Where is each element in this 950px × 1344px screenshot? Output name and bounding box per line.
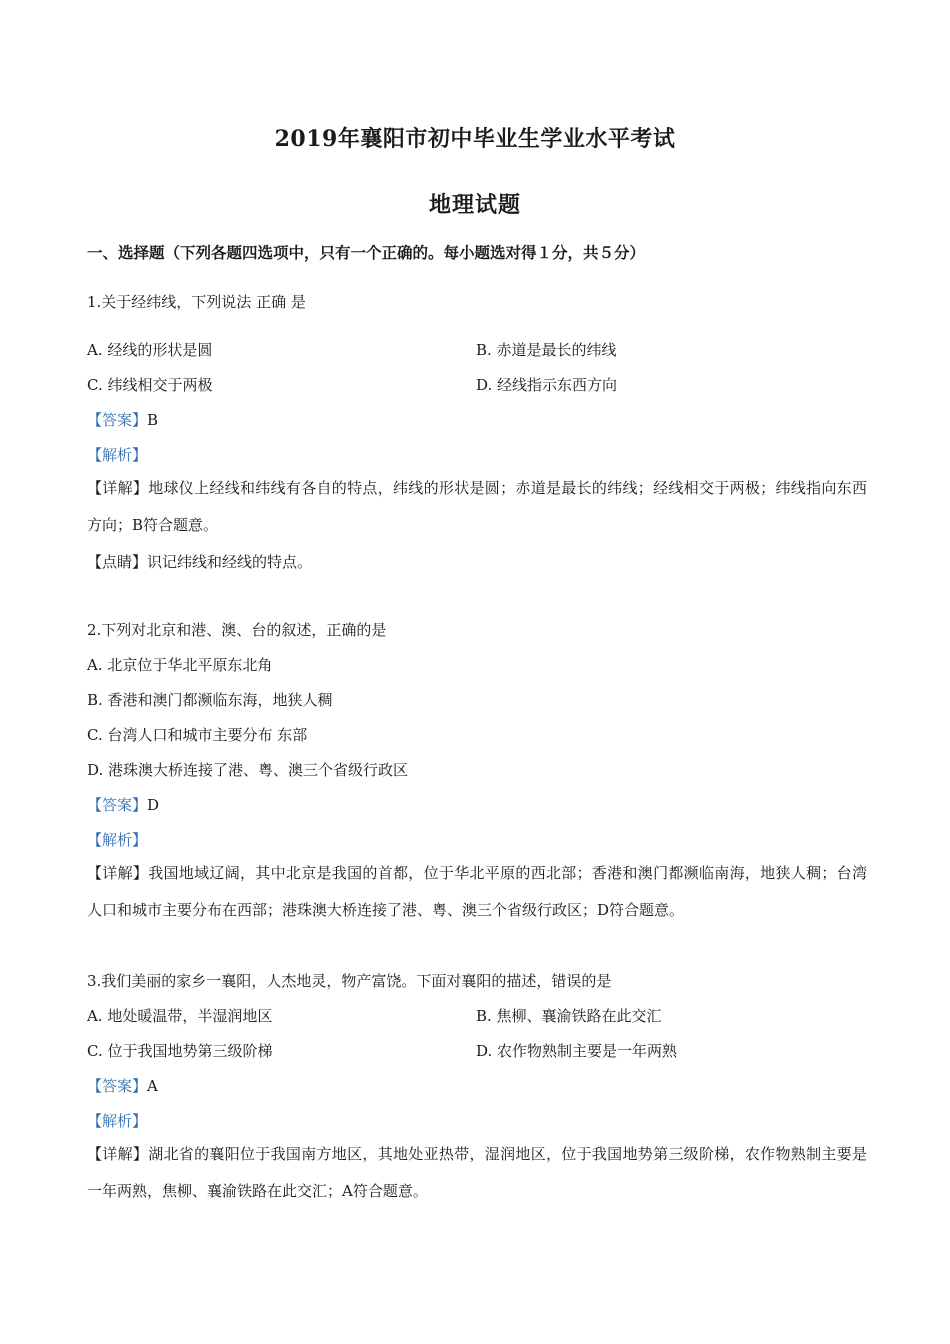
q1-option-b: B. 赤道是最长的纬线 [476,341,617,359]
q1-answer: B [147,411,159,429]
q1-comment [87,552,312,572]
q1-detail-text: 地球仪上经线和纬线有各自的特点，纬线的形状是圆；赤道是最长的纬线；经线相交于两极；纬线指向东西方向；B符合题意。 [87,479,867,534]
q3-stem: 3.我们美丽的家乡一襄阳，人杰地灵，物产富饶。下面对襄阳的描述，错误的是 [87,972,612,990]
q1-detail [87,470,867,544]
q2-detail-tag: 【详解】 [87,864,149,882]
q3-detail-text: 湖北省的襄阳位于我国南方地区，其地处亚热带，湿润地区，位于我国地势第三级阶梯，农作物熟制主要是一年两熟，焦柳、襄渝铁路在此交汇；A符合题意。 [87,1145,867,1200]
q3-option-b: B. 焦柳、襄渝铁路在此交汇 [476,1007,662,1025]
q1-option-d: D. 经线指示东西方向 [476,376,618,394]
q1-comment-tag: 【点睛】 [87,553,148,571]
q2-answer: D [147,796,160,814]
q1-detail-tag: 【详解】 [87,479,149,497]
q2-detail [87,855,867,929]
q3-option-a: A. 地处暖温带，半湿润地区 [87,1007,273,1025]
exam-title: 2019年襄阳市初中毕业生学业水平考试 [274,126,676,152]
q1-option-c: C. 纬线相交于两极 [87,376,213,394]
q2-stem: 2.下列对北京和港、澳、台的叙述，正确的是 [87,621,387,639]
q3-option-c: C. 位于我国地势第三级阶梯 [87,1042,273,1060]
q3-answer-line [87,1076,158,1096]
q1-analysis-tag: 【解析】 [87,446,148,464]
q2-option-a: A. 北京位于华北平原东北角 [87,656,273,674]
q2-answer-line [87,795,159,815]
q1-answer-tag: 【答案】 [87,411,148,429]
q3-answer: A [147,1077,158,1095]
q2-analysis-tag: 【解析】 [87,831,148,849]
q3-analysis-tag: 【解析】 [87,1112,148,1130]
q2-detail-text: 我国地域辽阔，其中北京是我国的首都，位于华北平原的西北部；香港和澳门都濒临南海，地狭人稠；台湾人口和城市主要分布在西部；港珠澳大桥连接了港、粤、澳三个省级行政区；D符合题意。 [87,864,867,919]
q3-answer-tag: 【答案】 [87,1077,148,1095]
q3-option-d: D. 农作物熟制主要是一年两熟 [476,1042,678,1060]
section-heading: 一、选择题（下列各题四选项中，只有一个正确的。每小题选对得１分，共５分） [87,243,646,262]
q3-detail-tag: 【详解】 [87,1145,149,1163]
q1-option-a: A. 经线的形状是圆 [87,341,213,359]
q2-option-d: D. 港珠澳大桥连接了港、粤、澳三个省级行政区 [87,761,409,779]
q1-comment-text: 识记纬线和经线的特点。 [147,553,313,571]
q3-detail [87,1136,867,1210]
q1-answer-line [87,410,158,430]
q1-stem: 1.关于经纬线，下列说法 正确 是 [87,293,306,311]
q2-option-c: C. 台湾人口和城市主要分布 东部 [87,726,308,744]
exam-subtitle: 地理试题 [428,192,521,218]
q2-answer-tag: 【答案】 [87,796,148,814]
q2-option-b: B. 香港和澳门都濒临东海，地狭人稠 [87,691,333,709]
